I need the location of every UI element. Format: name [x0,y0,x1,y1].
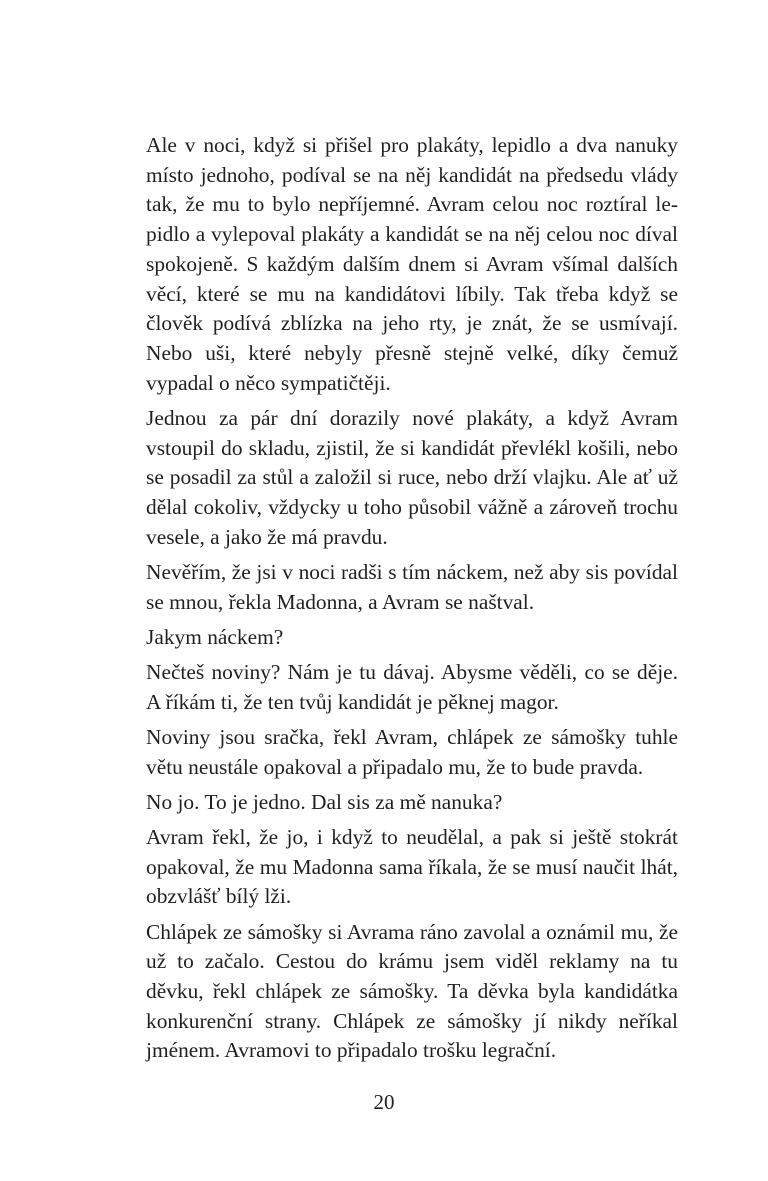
page-number: 20 [373,1090,395,1114]
paragraph-2: Jednou za pár dní dorazily nové plakáty, a když Avram vstoupil do skladu, zjistil, že si kandidát převlékl košili, nebo se posadil za stůl a založil si ruce, nebo drží vlajku. Ale ať už dělal cokoliv, vždycky u toho působil vážně a zároveň trochu vesele, a jako že má pravdu. [146,405,678,549]
paragraph-7: No jo. To je jedno. Dal sis za mě nanuka? [146,789,503,814]
paragraph-6: Noviny jsou sračka, řekl Avram, chlápek ze sámošky tuhle větu neustále opakoval a připadalo mu, že to bude pravda. [146,724,678,779]
paragraph-1: Ale v noci, když si přišel pro plakáty, lepidlo a dva nanuky místo jednoho, podíval se na něj kandidát na předsedu vlády tak, že mu to bylo nepříjemné. Avram celou noc roztíral lepidlo a vylepoval plakáty a kandidát se na něj celou noc díval spokojeně. S každým dalším dnem si Avram všímal dalších věcí, které se mu na kandidátovi líbily. Tak třeba když se člověk podívá zblízka na jeho rty, je znát, že se usmívají. Nebo uši, které nebyly přesně stejně velké, díky čemuž vypadal o něco sympatičtěji. [146,133,678,395]
body-text [146,131,678,1066]
paragraph-5: Nečteš noviny? Nám je tu dávaj. Abysme věděli, co se děje. A říkám ti, že ten tvůj kandidát je pěknej magor. [146,659,678,714]
paragraph-8: Avram řekl, že jo, i když to neudělal, a pak si ještě stokrát opakoval, že mu Madonna sama říkala, že se musí naučit lhát, obzvlášť bílý lži. [146,824,678,909]
paragraph-9: Chlápek ze sámošky si Avrama ráno zavolal a oznámil mu, že už to začalo. Cestou do krámu jsem viděl reklamy na tu děvku, řekl chlápek ze sámošky. Ta děvka byla kandidátka konkurenční strany. Chlápek ze sámošky jí nikdy neříkal jménem. Avramovi to připadalo trošku legrační. [146,919,678,1063]
paragraph-4: Jakym náckem? [146,624,284,649]
paragraph-3: Nevěřím, že jsi v noci radši s tím náckem, než aby sis povídal se mnou, řekla Madonna, a Avram se naštval. [146,559,678,614]
